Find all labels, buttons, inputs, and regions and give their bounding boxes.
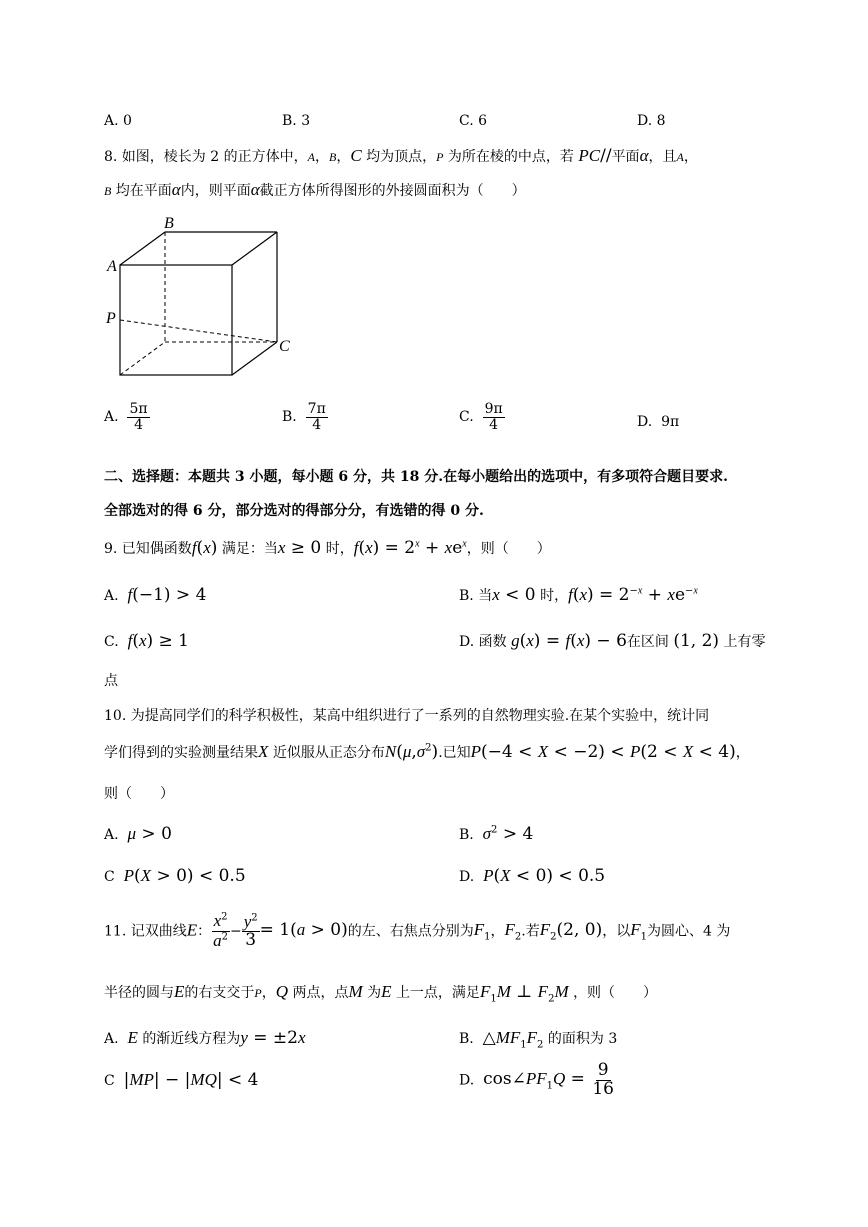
q11-option-d: D. $\cos\angle PF_1Q$ = $\frac{9}{16}$ — [459, 1060, 614, 1099]
q8-option-c: C. $\frac{9\pi}{4}$ — [459, 401, 503, 433]
q8-label-a: A — [107, 258, 117, 275]
q8-cube-figure — [100, 212, 300, 382]
q9-option-b: B. 当x < 0 时，$f(x) = 2^{-x} + xe^{-x}$ — [459, 585, 698, 605]
q10-option-c: C P(X > 0) < 0.5 — [104, 866, 246, 886]
q10-option-a: A. μ > 0 — [104, 824, 172, 844]
q8-option-a: A. $\frac{5\pi}{4}$ — [104, 401, 148, 433]
section2-heading-line2: 全部选对的得 6 分，部分选对的得部分分，有选错的得 0 分. — [104, 503, 484, 519]
q8-stem-line1: 8. 如图，棱长为 2 的正方体中，A，B，C 均为顶点，P 为所在棱的中点，若 PC//平面α，且A， — [104, 146, 698, 166]
q8-label-c: C — [279, 338, 290, 355]
q10-stem-line3: 则（ ） — [104, 786, 174, 802]
q9-option-a: A. f(−1) > 4 — [104, 585, 207, 605]
section2-heading-line1: 二、选择题：本题共 3 小题，每小题 6 分，共 18 分.在每小题给出的选项中，有多项符合题目要求. — [104, 469, 728, 485]
q7-option-a: A. 0 — [104, 113, 132, 129]
q8-label-b: B — [164, 215, 174, 232]
q8-option-b: B. $\frac{7\pi}{4}$ — [282, 401, 326, 433]
q11-stem-line1: 11. 记双曲线E： $\frac{x^2}{a^2}$ − $\frac{y^2}{3}$ = 1(a > 0)的左、右焦点分别为$F_1$，$F_2$.若$F_2(2$, 0)，以$F_1$为圆心、4 为 — [104, 911, 731, 951]
q10-option-b: B. $\sigma^2 > 4$ — [459, 824, 534, 844]
q8-label-p: P — [106, 310, 116, 327]
q10-stem-line1: 10. 为提高同学们的科学积极性，某高中组织进行了一系列的自然物理实验.在某个实验中，统计同 — [104, 708, 710, 724]
q11-option-b: B. $\triangle MF_1F_2$ 的面积为 3 — [459, 1028, 618, 1051]
q11-stem-line2: 半径的圆与E的右支交于P，Q 两点，点M 为E 上一点，满足$F_1M$ ⊥ $F_2M$ ，则（ ） — [104, 982, 658, 1005]
q7-option-b: B. 3 — [282, 113, 311, 129]
q11-option-c: C |MP| − |MQ| < 4 — [104, 1070, 259, 1090]
q7-option-d: D. 8 — [637, 113, 666, 129]
q9-option-d: D. 函数 g(x) = f(x) − 6在区间 (1, 2) 上有零 — [459, 631, 766, 651]
q8-stem-line2: B 均在平面α内，则平面α截正方体所得图形的外接圆面积为（ ） — [104, 180, 526, 199]
q10-option-d: D. P(X < 0) < 0.5 — [459, 866, 606, 886]
q10-stem-line2: 学们得到的实验测量结果X 近似服从正态分布$N(\mu,\sigma^2)$.已知P(−4 < X < −2) < P(2 < X < 4)， — [104, 742, 750, 762]
q11-option-a: A. E 的渐近线方程为y = ±2x — [104, 1028, 306, 1048]
q9-stem: 9. 已知偶函数f(x) 满足：当x ≥ 0 时，$f(x) = 2^x + xe^x$，则（ ） — [104, 538, 551, 558]
q9-option-d-continued: 点 — [104, 673, 118, 689]
q7-option-c: C. 6 — [459, 113, 488, 129]
q8-option-d: D. 9π — [637, 414, 680, 430]
q9-option-c: C. f(x) ≥ 1 — [104, 631, 189, 651]
